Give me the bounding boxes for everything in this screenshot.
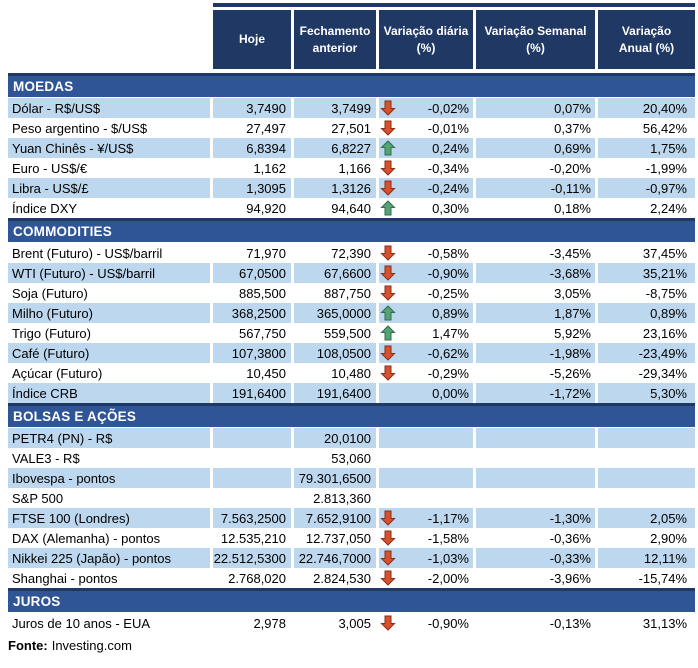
weekly-change-value: -1,30% [476,508,595,528]
today-value: 7.563,2500 [213,508,291,528]
row-label: Açúcar (Futuro) [8,363,210,383]
table-row-libra-us [8,178,698,198]
daily-change-value: -0,25% [379,283,473,303]
previous-close-value: 108,0500 [294,343,376,363]
annual-change-value: 2,90% [598,528,695,548]
down-arrow-icon [380,100,396,116]
down-arrow-icon [380,285,396,301]
today-value: 567,750 [213,323,291,343]
down-arrow-icon [380,345,396,361]
table-row-soja-futuro [8,283,698,303]
down-arrow-icon [380,530,396,546]
table-row-euro-us [8,158,698,178]
daily-change-value: -0,90% [379,263,473,283]
today-value [213,468,291,488]
previous-close-value: 72,390 [294,243,376,263]
row-label: Yuan Chinês - ¥/US$ [8,138,210,158]
row-label: PETR4 (PN) - R$ [8,428,210,448]
daily-change-value: -0,01% [379,118,473,138]
down-arrow-icon [380,180,396,196]
table-row-acucar-futuro [8,363,698,383]
table-body [8,73,698,633]
down-arrow-icon [380,615,396,631]
daily-change-value: -1,17% [379,508,473,528]
previous-close-value: 10,480 [294,363,376,383]
today-value [213,428,291,448]
previous-close-value: 887,750 [294,283,376,303]
today-value: 71,970 [213,243,291,263]
daily-change-value [379,488,473,508]
daily-change-value: 0,89% [379,303,473,323]
row-label: Café (Futuro) [8,343,210,363]
previous-close-value: 6,8227 [294,138,376,158]
today-value: 94,920 [213,198,291,218]
weekly-change-value: -3,45% [476,243,595,263]
section-title: COMMODITIES [13,224,112,239]
column-header-variacao-semanal: Variação Semanal (%) [476,10,595,69]
weekly-change-value: -5,26% [476,363,595,383]
section-title: JUROS [13,594,61,609]
weekly-change-value: -0,20% [476,158,595,178]
today-value: 10,450 [213,363,291,383]
table-top-border [213,3,695,7]
column-header-variacao-diaria: Variação diária (%) [379,10,473,69]
row-label: Juros de 10 anos - EUA [8,613,210,633]
section-header-moedas [8,73,695,97]
source-label: Fonte: [8,638,48,653]
up-arrow-icon [380,305,396,321]
table-row-cafe-futuro [8,343,698,363]
row-label: Euro - US$/€ [8,158,210,178]
weekly-change-value: 0,37% [476,118,595,138]
row-label: Trigo (Futuro) [8,323,210,343]
weekly-change-value [476,468,595,488]
previous-close-value: 2.813,360 [294,488,376,508]
previous-close-value: 1,166 [294,158,376,178]
table-row-indice-dxy [8,198,698,218]
today-value [213,488,291,508]
column-header-fechamento-anterior: Fechamento anterior [294,10,376,69]
weekly-change-value: 1,87% [476,303,595,323]
today-value: 368,2500 [213,303,291,323]
today-value: 67,0500 [213,263,291,283]
weekly-change-value [476,448,595,468]
annual-change-value: 5,30% [598,383,695,403]
weekly-change-value: -1,98% [476,343,595,363]
table-row-dax-alemanha-pontos [8,528,698,548]
previous-close-value: 365,0000 [294,303,376,323]
table-row-yuan-chines-us [8,138,698,158]
today-value: 6,8394 [213,138,291,158]
previous-close-value: 53,060 [294,448,376,468]
daily-change-value: -0,62% [379,343,473,363]
weekly-change-value: 3,05% [476,283,595,303]
annual-change-value: 1,75% [598,138,695,158]
down-arrow-icon [380,245,396,261]
previous-close-value: 94,640 [294,198,376,218]
annual-change-value: -1,99% [598,158,695,178]
down-arrow-icon [380,510,396,526]
row-label: FTSE 100 (Londres) [8,508,210,528]
today-value: 3,7490 [213,98,291,118]
table-row-ibovespa-pontos [8,468,698,488]
annual-change-value: -0,97% [598,178,695,198]
today-value: 12.535,210 [213,528,291,548]
daily-change-value: -0,24% [379,178,473,198]
down-arrow-icon [380,120,396,136]
today-value: 27,497 [213,118,291,138]
row-label: Índice DXY [8,198,210,218]
table-row-s-p-500 [8,488,698,508]
daily-change-value: 1,47% [379,323,473,343]
daily-change-value: -0,58% [379,243,473,263]
section-title: MOEDAS [13,79,74,94]
column-header-hoje: Hoje [213,10,291,69]
table-row-ftse-100-londres [8,508,698,528]
weekly-change-value: -0,36% [476,528,595,548]
table-row-indice-crb [8,383,698,403]
section-header-bolsas-e-acoes [8,403,695,427]
today-value: 191,6400 [213,383,291,403]
section-header-commodities [8,218,695,242]
column-header-empty [8,10,210,69]
daily-change-value: 0,30% [379,198,473,218]
annual-change-value: 0,89% [598,303,695,323]
today-value: 1,3095 [213,178,291,198]
previous-close-value: 191,6400 [294,383,376,403]
daily-change-value: -0,29% [379,363,473,383]
row-label: Brent (Futuro) - US$/barril [8,243,210,263]
down-arrow-icon [380,160,396,176]
previous-close-value: 1,3126 [294,178,376,198]
daily-change-value: -2,00% [379,568,473,588]
annual-change-value: -15,74% [598,568,695,588]
today-value: 885,500 [213,283,291,303]
source-value: Investing.com [51,638,132,653]
previous-close-value: 20,0100 [294,428,376,448]
annual-change-value: 23,16% [598,323,695,343]
row-label: DAX (Alemanha) - pontos [8,528,210,548]
source-note [8,638,698,653]
daily-change-value: -0,90% [379,613,473,633]
table-row-trigo-futuro [8,323,698,343]
previous-close-value: 7.652,9100 [294,508,376,528]
annual-change-value: 56,42% [598,118,695,138]
today-value: 22.512,5300 [213,548,291,568]
weekly-change-value: -3,68% [476,263,595,283]
annual-change-value: 37,45% [598,243,695,263]
weekly-change-value: -0,33% [476,548,595,568]
weekly-change-value [476,488,595,508]
today-value: 2,978 [213,613,291,633]
weekly-change-value: -0,11% [476,178,595,198]
row-label: Índice CRB [8,383,210,403]
down-arrow-icon [380,570,396,586]
weekly-change-value: -1,72% [476,383,595,403]
annual-change-value: 20,40% [598,98,695,118]
section-header-juros [8,588,695,612]
today-value: 2.768,020 [213,568,291,588]
today-value: 107,3800 [213,343,291,363]
annual-change-value: 12,11% [598,548,695,568]
daily-change-value: -1,03% [379,548,473,568]
row-label: Ibovespa - pontos [8,468,210,488]
row-label: Milho (Futuro) [8,303,210,323]
previous-close-value: 3,005 [294,613,376,633]
daily-change-value: 0,00% [379,383,473,403]
previous-close-value: 79.301,6500 [294,468,376,488]
previous-close-value: 559,500 [294,323,376,343]
section-title: BOLSAS E AÇÕES [13,409,137,424]
annual-change-value: 31,13% [598,613,695,633]
daily-change-value: -0,02% [379,98,473,118]
annual-change-value [598,448,695,468]
table-row-brent-futuro-us-barril [8,243,698,263]
table-row-peso-argentino-us [8,118,698,138]
previous-close-value: 3,7499 [294,98,376,118]
weekly-change-value: -3,96% [476,568,595,588]
daily-change-value [379,448,473,468]
down-arrow-icon [380,550,396,566]
row-label: S&P 500 [8,488,210,508]
annual-change-value [598,468,695,488]
annual-change-value: -29,34% [598,363,695,383]
annual-change-value: 2,05% [598,508,695,528]
table-row-wti-futuro-us-barril [8,263,698,283]
row-label: Peso argentino - $/US$ [8,118,210,138]
previous-close-value: 2.824,530 [294,568,376,588]
down-arrow-icon [380,265,396,281]
up-arrow-icon [380,200,396,216]
daily-change-value: -1,58% [379,528,473,548]
row-label: Shanghai - pontos [8,568,210,588]
weekly-change-value: 0,69% [476,138,595,158]
previous-close-value: 22.746,7000 [294,548,376,568]
previous-close-value: 12.737,050 [294,528,376,548]
column-header-variacao-anual: Variação Anual (%) [598,10,695,69]
row-label: Libra - US$/£ [8,178,210,198]
up-arrow-icon [380,140,396,156]
weekly-change-value: 5,92% [476,323,595,343]
table-row-nikkei-225-japao-pontos [8,548,698,568]
table-header-row [8,10,698,69]
annual-change-value: -23,49% [598,343,695,363]
annual-change-value [598,428,695,448]
today-value [213,448,291,468]
annual-change-value: 2,24% [598,198,695,218]
row-label: WTI (Futuro) - US$/barril [8,263,210,283]
weekly-change-value: 0,18% [476,198,595,218]
table-row-dolar-r-us [8,98,698,118]
up-arrow-icon [380,325,396,341]
daily-change-value: -0,34% [379,158,473,178]
table-row-vale3-r [8,448,698,468]
previous-close-value: 67,6600 [294,263,376,283]
table-row-petr4-pn-r [8,428,698,448]
row-label: Nikkei 225 (Japão) - pontos [8,548,210,568]
annual-change-value: 35,21% [598,263,695,283]
daily-change-value [379,468,473,488]
daily-change-value [379,428,473,448]
row-label: Dólar - R$/US$ [8,98,210,118]
weekly-change-value: -0,13% [476,613,595,633]
table-row-shanghai-pontos [8,568,698,588]
row-label: Soja (Futuro) [8,283,210,303]
daily-change-value: 0,24% [379,138,473,158]
annual-change-value: -8,75% [598,283,695,303]
down-arrow-icon [380,365,396,381]
table-row-milho-futuro [8,303,698,323]
weekly-change-value: 0,07% [476,98,595,118]
table-row-juros-de-10-anos-eua [8,613,698,633]
today-value: 1,162 [213,158,291,178]
weekly-change-value [476,428,595,448]
previous-close-value: 27,501 [294,118,376,138]
annual-change-value [598,488,695,508]
row-label: VALE3 - R$ [8,448,210,468]
